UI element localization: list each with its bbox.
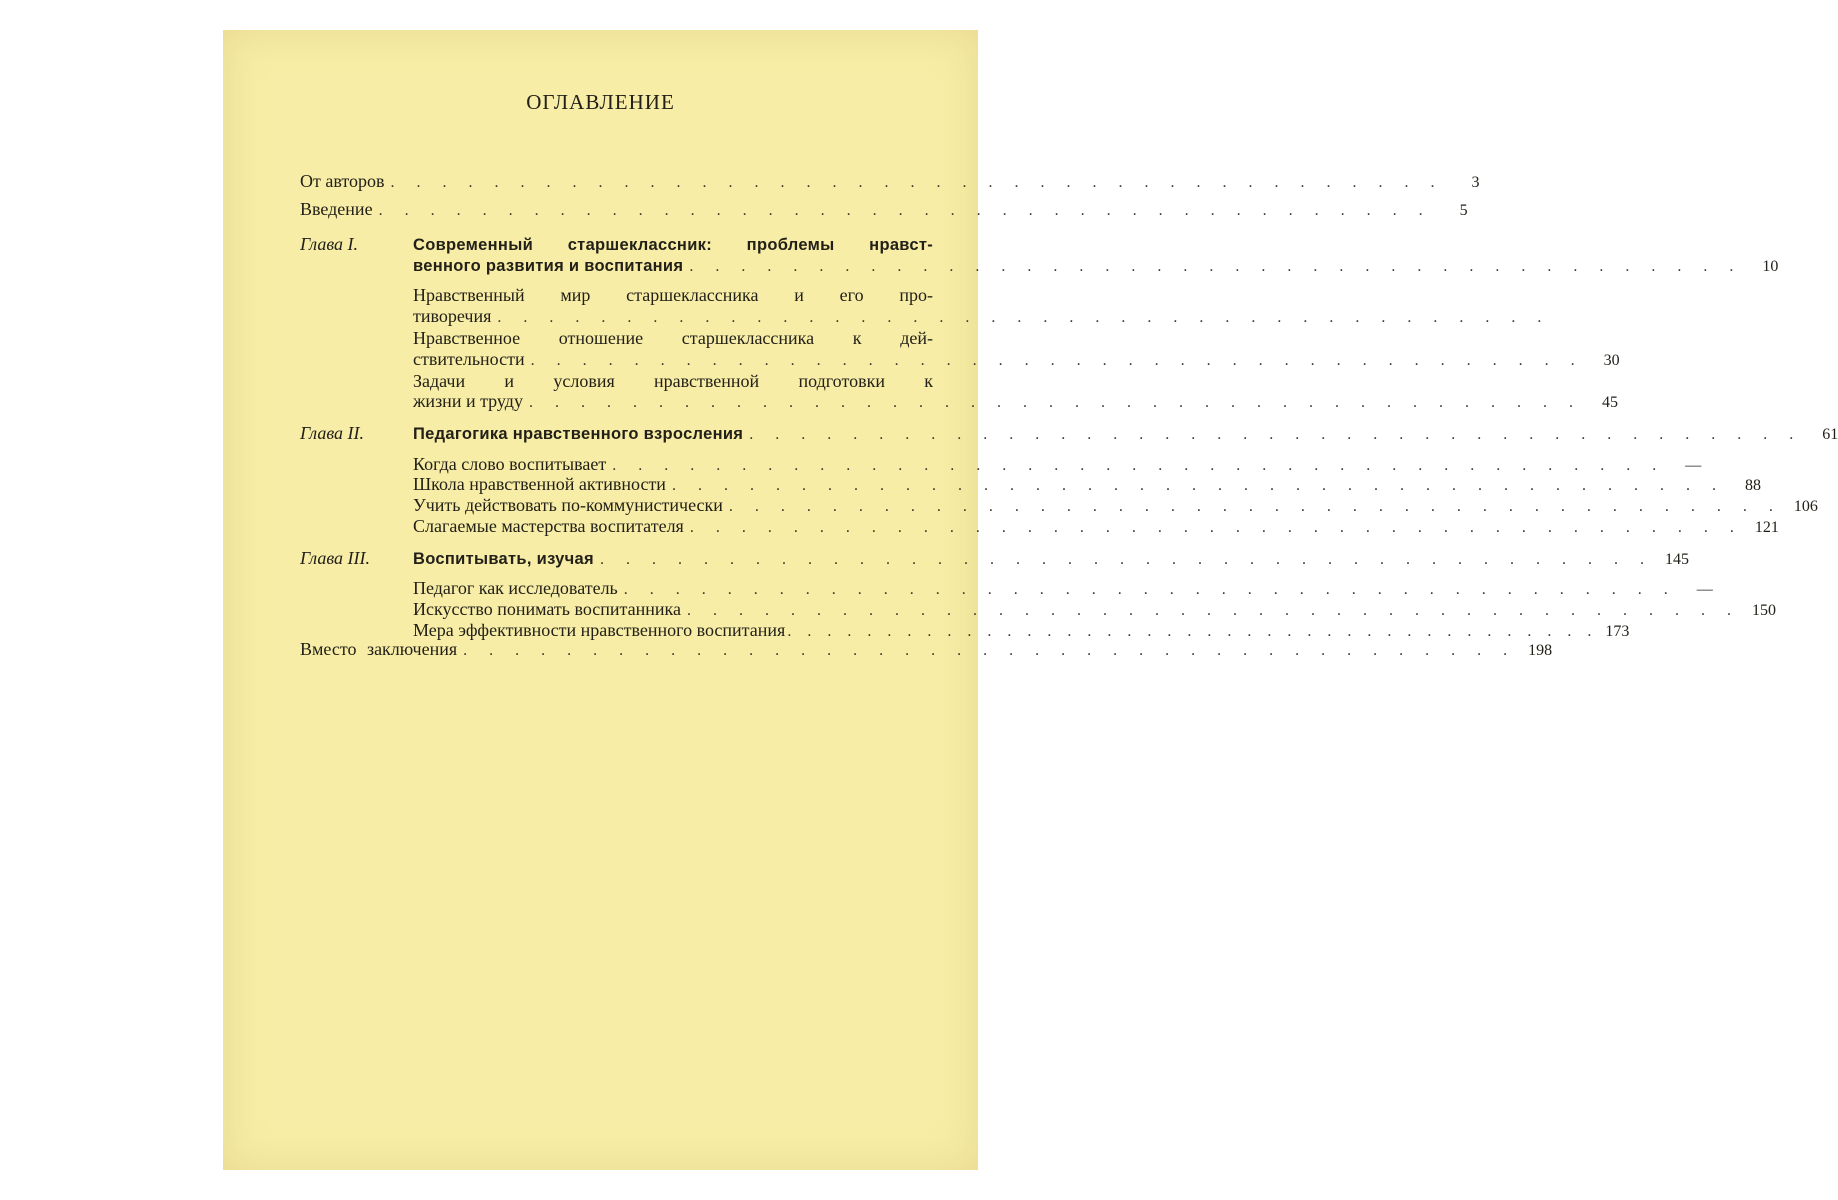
dot-leader: . . . . . . . . . . . . . . . . . . . . . . . . . . . . . . . . . . . . . . . . . [671, 477, 1725, 494]
toc-page-number: — [1696, 581, 1713, 598]
dot-leader: . . . . . . . . . . . . . . . . . . . . . . . . . . . . . . . . . . . . . . . . . [390, 174, 1444, 191]
book-page [223, 30, 1838, 1170]
dot-leader: . . . . . . . . . . . . . . . . . . . . . . . . . . . . . . . . . . . . . . . . . [463, 642, 1517, 659]
dot-leader: . . . . . . . . . . . . . . . . . . . . . . . . . . . . . . . . . . . . . . . . . [787, 623, 1598, 640]
toc-page-number: 88 [1744, 477, 1761, 494]
dot-leader: . . . . . . . . . . . . . . . . . . . . . . . . . . . . . . . . . . . . . . . . . [749, 426, 1803, 443]
toc-page-number: — [1685, 457, 1702, 474]
dot-leader: . . . . . . . . . . . . . . . . . . . . . . . . . . . . . . . . . . . . . . . . . [689, 258, 1743, 275]
dot-leader: . . . . . . . . . . . . . . . . . . . . . . . . . . . . . . . . . . . . . . . . . [689, 519, 1743, 536]
toc-entry-text: Вместо заключения [300, 639, 458, 659]
toc-page-number: 173 [1605, 623, 1630, 640]
section-title: Слагаемые мастерства воспитателя [413, 516, 684, 536]
section-title: Школа нравственной активности [413, 474, 666, 494]
toc-section-tasks-line1 [413, 370, 933, 392]
section-title: Нравственное отношение старшеклассника к дей- [413, 328, 933, 348]
toc-page-number: 121 [1754, 519, 1779, 536]
dot-leader: . . . . . . . . . . . . . . . . . . . . . . . . . . . . . . . . . . . . . . . . . [530, 352, 1584, 369]
toc-section-moral-attitude-line2 [413, 348, 1620, 370]
toc-page-number: 10 [1762, 258, 1779, 275]
toc-page-number: 150 [1751, 602, 1776, 619]
toc-page-number: 30 [1603, 352, 1620, 369]
toc-page-number: 3 [1471, 174, 1480, 191]
toc-chapter-2 [300, 422, 1838, 444]
toc-page-number: 45 [1601, 394, 1618, 411]
dot-leader: . . . . . . . . . . . . . . . . . . . . . . . . . . . . . . . . . . . . . . . . . [528, 394, 1582, 411]
toc-section-understand-pupil [413, 598, 1776, 620]
toc-page-number: 106 [1793, 498, 1818, 515]
toc-entry-from-authors [300, 170, 1480, 192]
toc-section-act-communist [413, 494, 1818, 516]
toc-title: ОГЛАВЛЕНИЕ [526, 90, 675, 114]
dot-leader: . . . . . . . . . . . . . . . . . . . . . . . . . . . . . . . . . . . . . . . . . [612, 457, 1666, 474]
toc-section-tasks-line2 [413, 390, 1618, 412]
section-title: Задачи и условия нравственной подготовки к [413, 371, 933, 391]
section-title: Мера эффективности нравственного воспитания [413, 620, 786, 640]
toc-section-teacher-researcher [413, 577, 1713, 599]
toc-entry-introduction [300, 198, 1468, 220]
dot-leader: . . . . . . . . . . . . . . . . . . . . . . . . . . . . . . . . . . . . . . . . . [599, 551, 1653, 568]
section-title-cont: ствительности [413, 349, 525, 369]
toc-section-moral-world-line1 [413, 284, 933, 306]
toc-entry-text: От авторов [300, 171, 385, 191]
dot-leader: . . . . . . . . . . . . . . . . . . . . . . . . . . . . . . . . . . . . . . . . . [623, 581, 1677, 598]
toc-entry-text: Введение [300, 199, 373, 219]
toc-section-mastery [413, 515, 1779, 537]
toc-entry-conclusion [300, 638, 1553, 660]
toc-section-moral-world-line2 [413, 305, 1551, 327]
dot-leader: . . . . . . . . . . . . . . . . . . . . . . . . . . . . . . . . . . . . . . . . . [497, 309, 1551, 326]
toc-section-moral-attitude-line1 [413, 327, 933, 349]
section-title-cont: жизни и труду [413, 391, 523, 411]
chapter-title: Воспитывать, изучая [413, 550, 594, 568]
section-title: Нравственный мир старшеклассника и его про- [413, 285, 933, 305]
toc-page-number: 145 [1664, 551, 1689, 568]
chapter-label: Глава I. [300, 234, 359, 254]
toc-chapter-3 [300, 547, 1689, 569]
chapter-title: Современный старшеклассник: проблемы нравст- [413, 236, 933, 254]
section-title: Педагог как исследователь [413, 578, 618, 598]
dot-leader: . . . . . . . . . . . . . . . . . . . . . . . . . . . . . . . . . . . . . . . . . [378, 202, 1432, 219]
dot-leader: . . . . . . . . . . . . . . . . . . . . . . . . . . . . . . . . . . . . . . . . . [728, 498, 1782, 515]
section-title: Учить действовать по-коммунистически [413, 495, 723, 515]
toc-chapter-1-line1 [300, 233, 933, 255]
section-title: Когда слово воспитывает [413, 454, 607, 474]
toc-chapter-1-line2 [413, 255, 1779, 277]
dot-leader: . . . . . . . . . . . . . . . . . . . . . . . . . . . . . . . . . . . . . . . . . [686, 602, 1740, 619]
chapter-label: Глава III. [300, 548, 371, 568]
toc-page-number: 5 [1459, 202, 1468, 219]
toc-page-number: 198 [1528, 642, 1553, 659]
section-title: Искусство понимать воспитанника [413, 599, 681, 619]
chapter-title-cont: венного развития и воспитания [413, 257, 684, 275]
chapter-title: Педагогика нравственного взросления [413, 425, 744, 443]
toc-section-word-educates [413, 453, 1702, 475]
chapter-label: Глава II. [300, 423, 365, 443]
toc-section-school-activity [413, 473, 1761, 495]
toc-page-number: 61 [1822, 426, 1838, 443]
section-title-cont: тиворечия [413, 306, 492, 326]
